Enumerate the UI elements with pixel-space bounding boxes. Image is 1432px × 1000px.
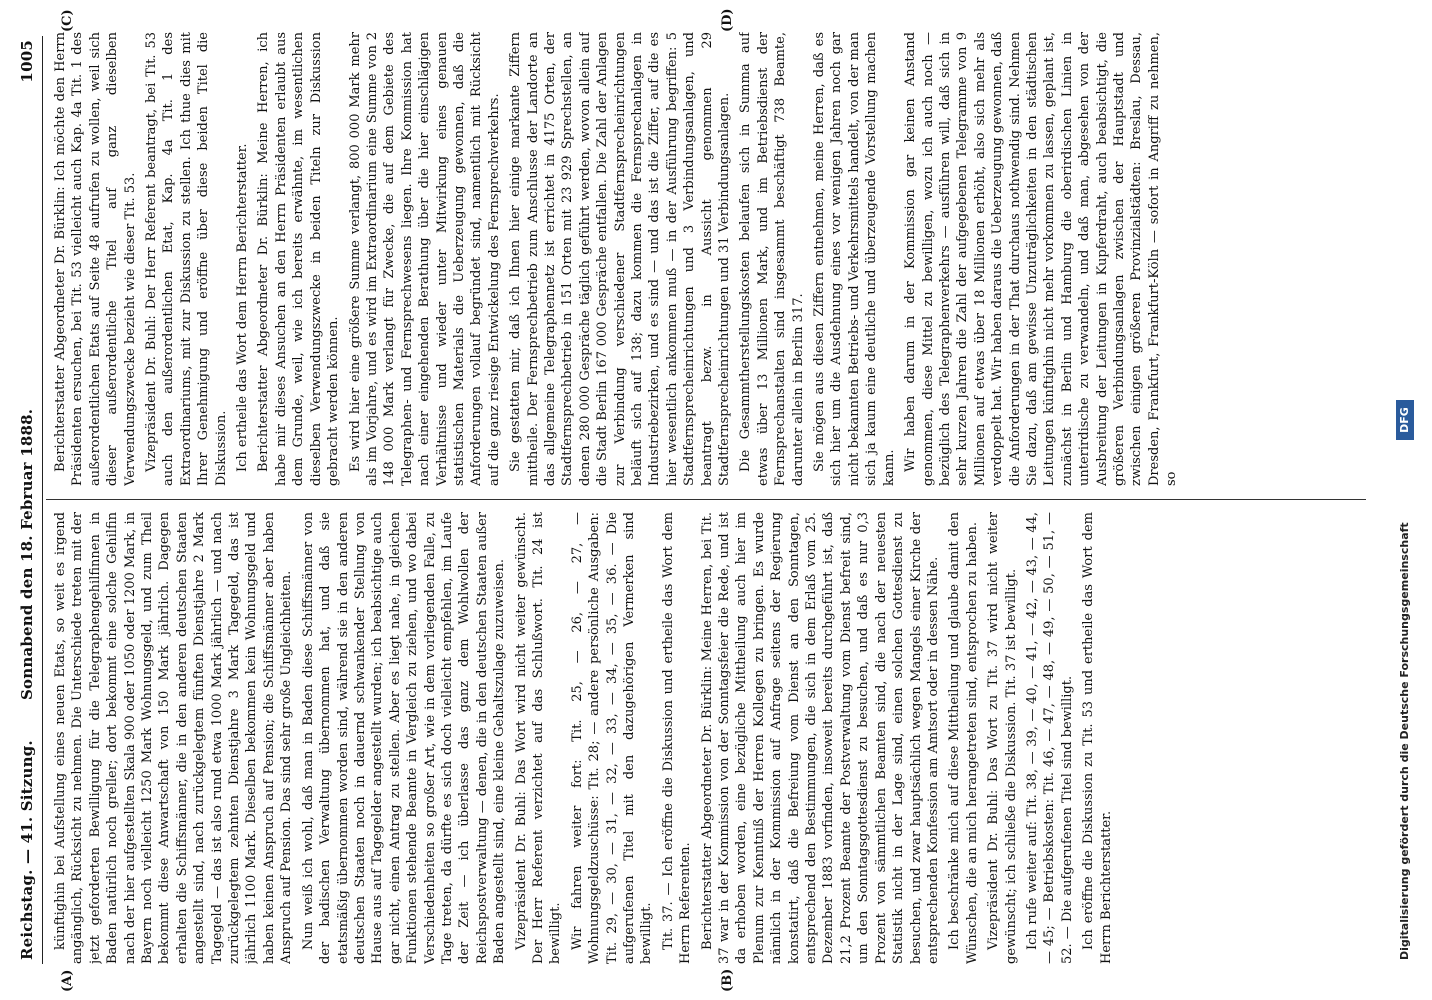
paragraph: Ich ertheile das Wort dem Herrn Berichterstatter. — [235, 143, 251, 472]
margin-mark-a: (A) — [60, 969, 75, 992]
paragraph: Ich eröffne die Diskussion zu Tit. 53 und ertheile das Wort dem Herrn Berichterstatter. — [1081, 512, 1114, 964]
paragraph: künftighin bei Aufstellung eines neuen Etats, so weit es irgend angänglich, Rücksicht zu nehmen. Die Unterschiede treten mit der jetzt geforderten Bewilligung für die Telegraphengehilfinnen in Baden natürlich noch greller; dort bekommt eine solche Gehilfin nach der hier aufgestellten Skala 900 oder 1050 oder 1200 Mark, in Bayern noch vielleicht 1250 Mark Wohnungsgeld, und zum Theil bekommt diese Anwartschaft von 150 Mark jährlich. Dagegen erhalten die Schiffsmänner, die in den anderen deutschen Staaten angestellt sind, nach zurückgelegtem fünften Dienstjahre 2 Mark Tagegeld — das ist also rund etwa 1000 Mark jährlich — und nach zurückgelegtem zehnten Dienstjahre 3 Mark Tagegeld, das ist jährlich 1100 Mark. Dieselben bekommen kein Wohnungsgeld und haben keinen Anspruch auf Pension; die Schiffsmänner aber haben Anspruch auf Pension. Das sind sehr große Ungleichheiten. — [53, 512, 295, 964]
dfg-funding-note: Digitalisierung gefördert durch die Deutsche Forschungsgemeinschaft — [1398, 522, 1411, 960]
dfg-logo: DFG — [1396, 400, 1414, 440]
paragraph: Es wird hier eine größere Summe verlangt, 800 000 Mark mehr als im Vorjahre, und es wird im Extraordinarium eine Summe von 2 148 000 Mark verlangt für Zwecke, die auf dem Gebiete des Telegraphen- und Fernsprechwesens liegen. Ihre Kommission hat nach einer eingehenden Berathung über die hier einschlägigen Verhältnisse und wieder unter Mitwirkung eines genauen statistischen Materials die Ueberzeugung gewonnen, daß die Anforderungen vollauf begründet sind, namentlich mit Rücksicht auf die ganz riesige Entwickelung des Fernsprechverkehrs. — [347, 32, 502, 486]
page-footer — [1392, 0, 1420, 1000]
paragraph: Sie gestatten mir, daß ich Ihnen hier einige markante Ziffern mittheile. Der Fernsprechbetrieb zum Anschlusse der Landorte an das allgemeine Telegraphennetz ist errichtet in 4175 Orten, der Stadtfernsprechbetrieb in 151 Orten mit 23 929 Sprechstellen, an denen 280 000 Gespräche täglich geführt werden, wovon allein auf die Stadt Berlin 167 000 Gespräche entfallen. Die Zahl der Anlagen zur Verbindung verschiedener Stadtfernsprecheinrichtungen beläuft sich auf 138; dazu kommen die Fernsprechanlagen in Industriebezirken, und es sind — und das ist die Ziffer, auf die es hier wesentlich ankommen muß — in der Ausführung begriffen: 5 Stadtfernsprecheinrichtungen und 3 Verbindungsanlagen, und beantragt bezw. in Aussicht genommen 29 Stadtfernsprecheinrichtungen und 31 Verbindungsanlagen. — [508, 32, 733, 486]
header-left: Reichstag. — 41. Sitzung. — [18, 740, 36, 960]
paragraph: Wir haben darum in der Kommission gar keinen Anstand genommen, diese Mittel zu bewilligen, wozu ich auch noch — bezüglich des Telegraphenverkehrs — ausführen will, daß sich in sehr kurzen Jahren die Zahl der aufgegebenen Telegramme von 9 Millionen auf etwas über 18 Millionen erhöht, also sich mehr als verdoppelt hat. Wir haben daraus die Ueberzeugung gewonnen, daß die Anforderungen in der That durchaus nothwendig sind. Nehmen Sie dazu, daß am gewisse Unzuträglichkeiten in den städtischen Leitungen künftighin nicht mehr vorkommen zu lassen, geplant ist, zunächst in Berlin und Hamburg die oberirdischen Linien in unterirdische zu verwandeln, und daß man, abgesehen von der Ausbreitung der Leitungen in Kupferdraht, auch beabsichtigt, die größeren Verbindungsanlagen zwischen der Hauptstadt und zwischen einigen größeren Provinzialstädten: Breslau, Dessau, Dresden, Frankfurt, Frankfurt-Köln — sofort in Angriff zu nehmen, so — [903, 32, 1180, 486]
paragraph: Berichterstatter Abgeordneter Dr. Bürklin: Ich möchte den Herrn Präsidenten ersuchen, bei Tit. 53 vielleicht auch Kap. 4a Tit. 1 des außerordentlichen Etats auf Seite 48 aufrufen zu wollen, weil sich dieser außerordentliche Titel auf ganz dieselben Verwendungszwecke bezieht wie dieser Tit. 53. — [53, 32, 138, 486]
margin-mark-c: (C) — [60, 9, 75, 32]
paragraph: Vizepräsident Dr. Buhl: Das Wort zu Tit. 37 wird nicht weiter gewünscht; ich schließe die Diskussion. Tit. 37 ist bewilligt. — [986, 512, 1019, 964]
paragraph: Berichterstatter Abgeordneter Dr. Bürklin: Meine Herren, ich habe mir dieses Ansuchen an den Herrn Präsidenten erlaubt aus dem Grunde, weil, wie ich bereits erwähnte, im wesentlichen dieselben Verwendungszwecke in beiden Titeln zur Diskussion gebracht werden können. — [256, 32, 342, 486]
header-date: Sonnabend den 18. Februar 1888. — [18, 408, 36, 700]
paragraph: Berichterstatter Abgeordneter Dr. Bürklin: Meine Herren, bei Tit. 37 war in der Kommission von der Sonntagsfeier die Rede, und ist da erhoben worden, eine bezügliche Mittheilung auch hier im Plenum zur Kenntniß der Herren Kollegen zu bringen. Es wurde nämlich in der Kommission auf Anfrage seitens der Regierung konstatirt, daß die Befreiung vom Dienst an den Sonntagen, entsprechend den Bestimmungen, die sich in dem Erlaß vom 25. Dezember 1883 vorfinden, insoweit bereits durchgeführt ist, daß 21,2 Prozent Beamte der Postverwaltung vom Dienst befreit sind, um den Sonntagsgottesdienst zu besuchen, und daß es nur 0,3 Prozent von sämmtlichen Beamten sind, die nach der neuesten Statistik nicht in der Lage sind, einen solchen Gottesdienst zu besuchen, und zwar hauptsächlich wegen Mangels einer Kirche der entsprechenden Konfession am Amtsort oder in dessen Nähe. — [699, 512, 941, 964]
paragraph: Sie mögen aus diesen Ziffern entnehmen, meine Herren, daß es sich hier um die Ausdehnung eines vor wenigen Jahren noch gar nicht bekannten Betriebs- und Verkehrsmittels handelt, von der man sich ja kaum eine deutliche und überzeugende Vorstellung machen kann. — [812, 32, 897, 486]
paragraph: Wir fahren weiter fort: Tit. 25, — 26, — 27, — Wohnungsgeldzuschüsse: Tit. 28; — andere persönliche Ausgaben: Tit. 29, — 30, — 31, — 32, — 33, — 34, — 35, — 36. — Die aufgerufenen Titel mit den dazugehörigen Vermerken sind bewilligt. — [569, 512, 655, 964]
margin-mark-b: (B) — [720, 968, 735, 992]
paragraph: Ich beschränke mich auf diese Mittheilung und glaube damit den Wünschen, die an mich herangetreten sind, entsprochen zu haben. — [947, 512, 980, 964]
paragraph: Tit. 37. — Ich eröffne die Diskussion und ertheile das Wort dem Herrn Referenten. — [660, 512, 694, 964]
paragraph: Ich rufe weiter auf: Tit. 38, — 39, — 40, — 41, — 42, — 43, — 44, — 45; — Betriebskosten: Tit. 46, — 47, — 48, — 49, — 50, — 51, — 52. — Die aufgerufenen Titel sind bewilligt. — [1024, 512, 1075, 964]
margin-mark-d: (D) — [720, 8, 735, 32]
paragraph: Vizepräsident Dr. Buhl: Das Wort wird nicht weiter gewünscht. Der Herr Referent verzichtet auf das Schlußwort. Tit. 24 ist bewilligt. — [513, 512, 564, 964]
page-number: 1005 — [18, 40, 36, 83]
header-rule — [42, 36, 43, 964]
page-header — [18, 40, 42, 960]
paragraph: Die Gesammtherstellungskosten belaufen sich in Summa auf etwas über 13 Millionen Mark, und im Betriebsdienst der Fernsprechanstalten sind insgesammt beschäftigt 738 Beamte, darunter allein in Berlin 317. — [738, 32, 806, 486]
right-column — [52, 32, 1362, 486]
paragraph: Nun weiß ich wohl, daß man in Baden diese Schiffsmänner von der badischen Verwaltung übernommen hat, und daß sie etatsmäßig übernommen worden sind, während sie in den anderen deutschen Staaten noch in dauernd schwankender Stellung von Hause aus auf Tagegelder angestellt wurden; ich beabsichtige auch gar nicht, einen Antrag zu stellen. Aber es liegt nahe, in gleichen Funktionen stehende Beamte in Vergleich zu ziehen, und wo dabei Verschiedenheiten so großer Art, wie in dem vorliegenden Falle, zu Tage treten, da dürfte es sich doch vielleicht empfehlen, im Laufe der Zeit — ich überlasse das ganz dem Wohlwollen der Reichspostverwaltung — denen, die in den deutschen Staaten außer Baden angestellt sind, eine kleine Gehaltszulage zuzuweisen. — [300, 512, 508, 964]
left-column — [52, 512, 1362, 964]
paragraph: Vizepräsident Dr. Buhl: Der Herr Referent beantragt, bei Tit. 53 auch den außerordentlichen Etat, Kap. 4a Tit. 1 des Extraordinariums, mit zur Diskussion zu stellen. Ich thue dies mit Ihrer Genehmigung und eröffne über diese beiden Titel die Diskussion. — [144, 32, 229, 486]
column-divider — [46, 499, 1366, 500]
